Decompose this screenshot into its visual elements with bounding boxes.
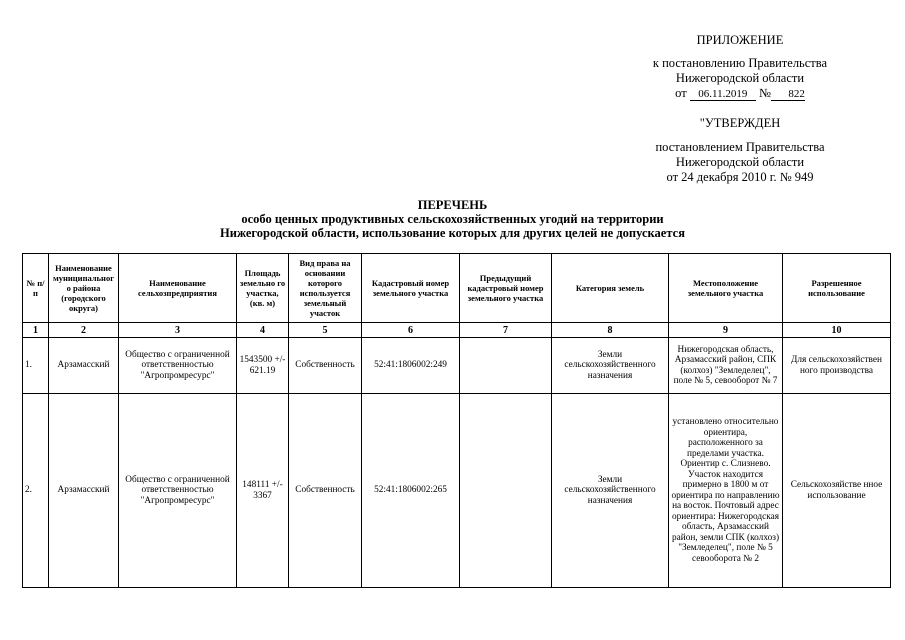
enterprise-cell: Общество с ограниченной ответственностью "Агропромресурс" (119, 394, 237, 588)
header-cell: Наименование муниципальног о района (городского округа) (49, 254, 119, 323)
row-number: 1. (23, 338, 49, 394)
appendix-block (640, 33, 840, 101)
appendix-date: 06.11.2019 (690, 88, 756, 101)
approved-line-3: от 24 декабря 2010 г. № 949 (666, 170, 814, 184)
category-cell: Земли сельскохозяйственного назначения (552, 338, 669, 394)
appendix-line-2: Нижегородской области (675, 71, 805, 85)
district-cell: Арзамасский (49, 338, 119, 394)
title-line-3: Нижегородской области, использование которых для других целей не допускается (220, 226, 685, 240)
column-number: 8 (552, 323, 669, 338)
number-label: № (758, 86, 771, 100)
header-cell: Вид права на основании которого используется земельный участок (289, 254, 362, 323)
cadastral-cell: 52:41:1806002:249 (362, 338, 460, 394)
enterprise-cell: Общество с ограниченной ответственностью "Агропромресурс" (119, 338, 237, 394)
column-number: 4 (237, 323, 289, 338)
land-list-table (22, 253, 891, 588)
appendix-line-1: к постановлению Правительства (652, 56, 828, 70)
title-line-1: ПЕРЕЧЕНЬ (417, 198, 488, 212)
document-title (0, 198, 905, 240)
category-cell: Земли сельскохозяйственного назначения (552, 394, 669, 588)
column-number: 6 (362, 323, 460, 338)
area-cell: 148111 +/- 3367 (237, 394, 289, 588)
column-number: 3 (119, 323, 237, 338)
district-cell: Арзамасский (49, 394, 119, 588)
column-number: 9 (669, 323, 783, 338)
appendix-title: ПРИЛОЖЕНИЕ (696, 33, 784, 47)
approved-line-1: постановлением Правительства (655, 140, 825, 154)
title-line-2: особо ценных продуктивных сельскохозяйственных угодий на территории (241, 212, 664, 226)
header-cell: Категория земель (552, 254, 669, 323)
approved-line-2: Нижегородской области (675, 155, 805, 169)
prev-cadastral-cell (460, 338, 552, 394)
header-cell: № п/п (23, 254, 49, 323)
column-number: 7 (460, 323, 552, 338)
from-label: от (675, 86, 687, 100)
right-cell: Собственность (289, 338, 362, 394)
header-cell: Площадь земельно го участка, (кв. м) (237, 254, 289, 323)
location-cell: установлено относительно ориентира, расположенного за пределами участка. Ориентир с. Слизнево. Участок находится примерно в 1800 м от ориентира по направлению на восток. Почтовый адрес ориентира: Нижегородская область, Арзамасский район, земли СПК (колхоз) "Земледелец", поле № 5 севооборота № 2 (669, 394, 783, 588)
column-number: 1 (23, 323, 49, 338)
table-row (23, 394, 891, 588)
right-cell: Собственность (289, 394, 362, 588)
row-number: 2. (23, 394, 49, 588)
column-number: 5 (289, 323, 362, 338)
approved-block (640, 116, 840, 185)
header-row (23, 254, 891, 323)
column-number: 2 (49, 323, 119, 338)
header-cell: Предыдущий кадастровый номер земельного участка (460, 254, 552, 323)
header-cell: Местоположение земельного участка (669, 254, 783, 323)
header-cell: Разрешенное использование (783, 254, 891, 323)
column-number-row (23, 323, 891, 338)
column-number: 10 (783, 323, 891, 338)
usage-cell: Сельскохозяйстве нное использование (783, 394, 891, 588)
appendix-number: 822 (771, 88, 805, 101)
approved-title: "УТВЕРЖДЕН (699, 116, 781, 130)
appendix-date-line (640, 86, 840, 101)
cadastral-cell: 52:41:1806002:265 (362, 394, 460, 588)
prev-cadastral-cell (460, 394, 552, 588)
header-cell: Наименование сельхозпредприятия (119, 254, 237, 323)
header-cell: Кадастровый номер земельного участка (362, 254, 460, 323)
table-row (23, 338, 891, 394)
area-cell: 1543500 +/- 621.19 (237, 338, 289, 394)
location-cell: Нижегородская область, Арзамасский район, СПК (колхоз) "Земледелец", поле № 5, севооборот № 7 (669, 338, 783, 394)
usage-cell: Для сельскохозяйствен ного производства (783, 338, 891, 394)
